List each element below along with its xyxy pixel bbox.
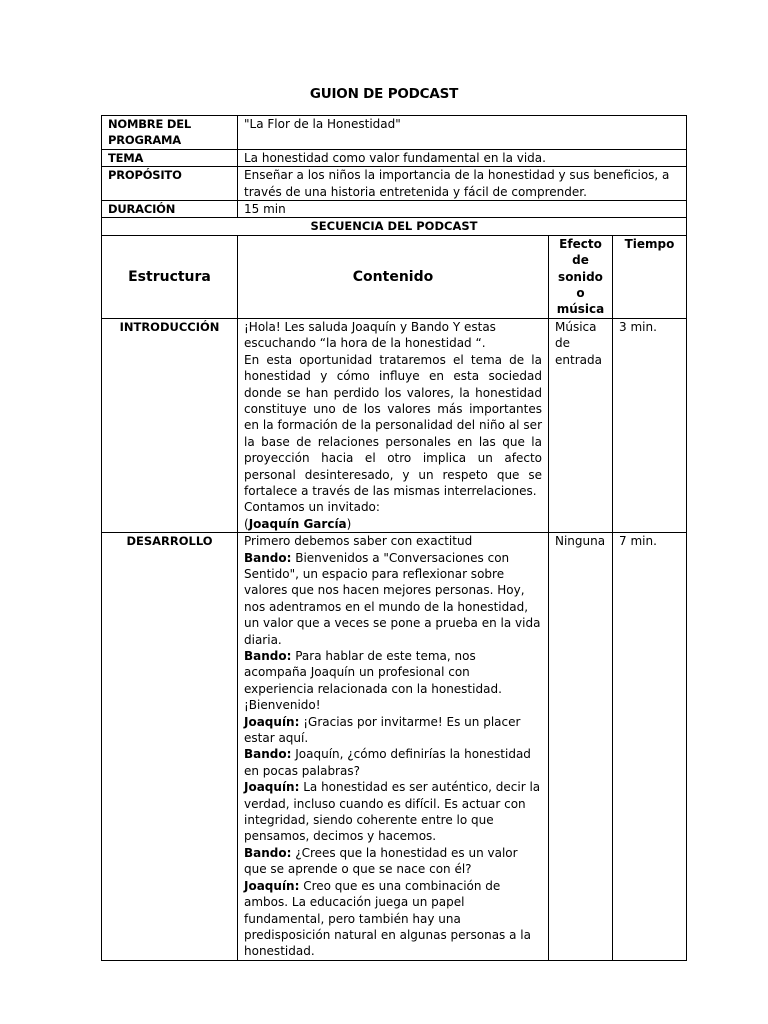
duration-label: DURACIÓN	[102, 201, 238, 218]
speaker-name: Joaquín:	[244, 878, 300, 893]
intro-paragraph: En esta oportunidad trataremos el tema de la honestidad y cómo influye en esta sociedad donde se han perdido los valores, la honestidad constituye uno de los valores más importantes en la formación de la personalidad del niño al ser la base de relaciones personales en las que la proyección hacia el otro implica un afecto personal desinteresado, y un respeto que se fortalece a través de las mismas interrelaciones.	[244, 352, 542, 498]
dialogue-text: Joaquín, ¿cómo definirías la honestidad en pocas palabras?	[244, 747, 531, 778]
dialogue-text: La honestidad es ser auténtico, decir la verdad, incluso cuando es difícil. Es actuar con integridad, siendo coherente entre lo que pensamos, decimos y hacemos.	[244, 780, 541, 844]
dialogue-text: Para hablar de este tema, nos acompaña Joaquín un profesional con experiencia relacionada con la honestidad. ¡Bienvenido!	[244, 649, 502, 713]
theme-value: La honestidad como valor fundamental en la vida.	[238, 149, 687, 166]
intro-content	[238, 318, 549, 532]
column-header-content: Contenido	[238, 235, 549, 318]
speaker-name: Joaquín:	[244, 780, 300, 795]
program-value: "La Flor de la Honestidad"	[238, 116, 687, 150]
intro-time: 3 min.	[613, 318, 687, 532]
dialogue-text: ¡Gracias por invitarme! Es un placer estar aquí.	[244, 714, 521, 746]
purpose-row	[102, 167, 687, 201]
intro-greeting: ¡Hola! Les saluda Joaquín y Bando Y estas escuchando “la hora de la honestidad “.	[244, 319, 496, 351]
dialogue-line	[244, 878, 542, 960]
speaker-name: Joaquín:	[244, 714, 300, 729]
dialogue-text: Bienvenidos a "Conversaciones con Sentido", un espacio para reflexionar sobre valores que nos hacen mejores personas. Hoy, nos adentramos en el mundo de la honestidad, un valor que a veces se pone a prueba en la vida diaria.	[244, 550, 541, 647]
dialogue-line	[244, 714, 542, 747]
column-header-row	[102, 235, 687, 318]
development-section-label: DESARROLLO	[102, 533, 238, 961]
column-header-effect: Efecto de sonido o música	[549, 235, 613, 318]
duration-value: 15 min	[238, 201, 687, 218]
duration-row	[102, 201, 687, 218]
program-row	[102, 116, 687, 150]
purpose-label: PROPÓSITO	[102, 167, 238, 201]
dialogue-text: ¿Crees que la honestidad es un valor que se aprende o que se nace con él?	[244, 845, 518, 877]
purpose-value: Enseñar a los niños la importancia de la honestidad y sus beneficios, a través de una historia entretenida y fácil de comprender.	[238, 167, 687, 201]
guest-name: Joaquín García	[248, 516, 347, 531]
dialogue-line	[244, 648, 542, 714]
column-header-time: Tiempo	[613, 235, 687, 318]
development-opening: Primero debemos saber con exactitud	[244, 534, 473, 549]
guest-open-paren: (	[244, 516, 249, 531]
sequence-title: SECUENCIA DEL PODCAST	[102, 218, 687, 235]
theme-label: TEMA	[102, 149, 238, 166]
dialogue-line	[244, 779, 542, 845]
development-content	[238, 533, 549, 961]
dialogue-line	[244, 746, 542, 779]
page-title: GUION DE PODCAST	[309, 86, 459, 102]
program-label: NOMBRE DEL PROGRAMA	[102, 116, 238, 150]
sequence-row	[102, 218, 687, 235]
theme-row	[102, 149, 687, 166]
speaker-name: Bando:	[244, 845, 292, 860]
podcast-script-table	[101, 115, 687, 961]
speaker-name: Bando:	[244, 747, 292, 762]
guest-close-paren: )	[346, 516, 352, 531]
speaker-name: Bando:	[244, 550, 292, 565]
intro-row	[102, 318, 687, 532]
speaker-name: Bando:	[244, 649, 292, 663]
intro-effect: Música de entrada	[549, 318, 613, 532]
intro-guest	[244, 516, 542, 532]
dialogue-line	[244, 845, 542, 878]
dialogue-line	[244, 550, 542, 648]
column-header-structure: Estructura	[102, 235, 238, 318]
intro-guest-lead: Contamos un invitado:	[244, 500, 380, 515]
dialogue-text: Creo que es una combinación de ambos. La educación juega un papel fundamental, pero también hay una predisposición natural en algunas personas a la honestidad.	[244, 878, 531, 959]
development-time: 7 min.	[613, 533, 687, 961]
intro-section-label: INTRODUCCIÓN	[102, 318, 238, 532]
development-row	[102, 533, 687, 961]
development-effect: Ninguna	[549, 533, 613, 961]
